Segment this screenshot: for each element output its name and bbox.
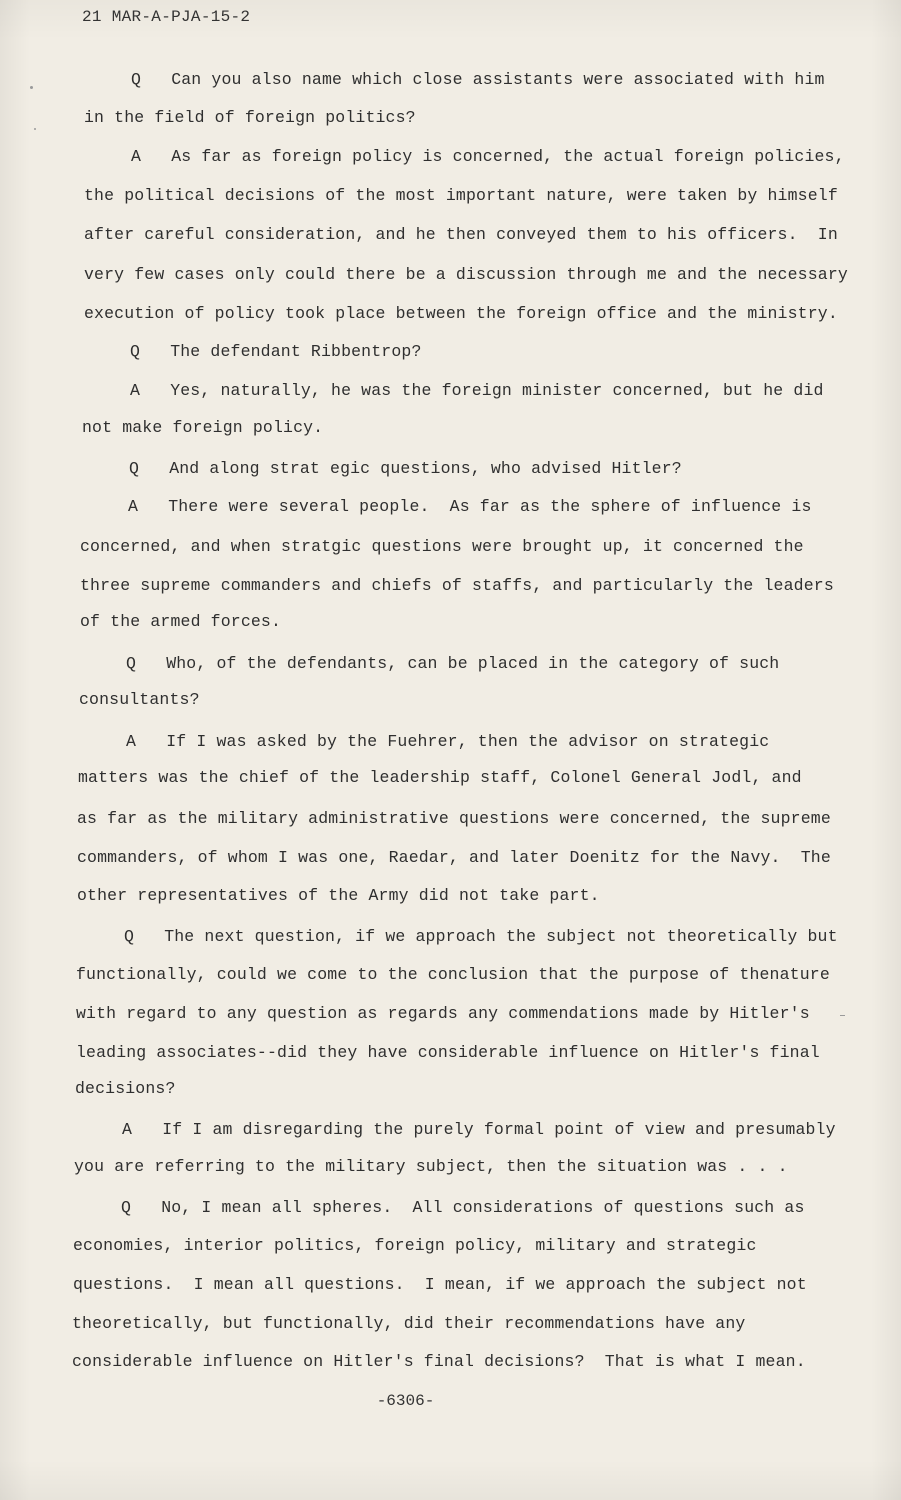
text-line: of the armed forces. (80, 612, 282, 631)
text-line: the political decisions of the most important nature, were taken by himself (84, 186, 838, 205)
text-line: as far as the military administrative questions were concerned, the supreme (77, 809, 831, 828)
margin-speck (840, 1015, 845, 1016)
text-line: questions. I mean all questions. I mean, if we approach the subject not (73, 1275, 807, 1294)
text-line: execution of policy took place between the foreign office and the ministry. (84, 304, 838, 323)
text-line: considerable influence on Hitler's final decisions? That is what I mean. (72, 1352, 806, 1371)
text-line: leading associates--did they have considerable influence on Hitler's final (76, 1043, 820, 1062)
text-line: commanders, of whom I was one, Raedar, and later Doenitz for the Navy. The (77, 848, 831, 867)
text-line: Q The next question, if we approach the subject not theoretically but (124, 927, 838, 946)
text-line: very few cases only could there be a discussion through me and the necessary (84, 265, 848, 284)
text-line: with regard to any question as regards any commendations made by Hitler's (76, 1004, 810, 1023)
text-line: A There were several people. As far as the sphere of influence is (128, 497, 812, 516)
text-line: A If I was asked by the Fuehrer, then the advisor on strategic (126, 732, 770, 751)
text-line: A If I am disregarding the purely formal point of view and presumably (122, 1120, 836, 1139)
text-line: Q No, I mean all spheres. All considerations of questions such as (121, 1198, 805, 1217)
text-line: matters was the chief of the leadership staff, Colonel General Jodl, and (78, 768, 802, 787)
text-line: functionally, could we come to the conclusion that the purpose of thenature (76, 965, 830, 984)
text-line: not make foreign policy. (82, 418, 324, 437)
text-line: other representatives of the Army did not take part. (77, 886, 600, 905)
text-line: concerned, and when stratgic questions were brought up, it concerned the (80, 537, 804, 556)
text-line: theoretically, but functionally, did their recommendations have any (72, 1314, 746, 1333)
text-line: consultants? (79, 690, 200, 709)
margin-speck (30, 86, 33, 89)
margin-speck (34, 128, 36, 130)
text-line: Q Can you also name which close assistants were associated with him (131, 70, 825, 89)
text-line: Q And along strat egic questions, who advised Hitler? (129, 459, 682, 478)
text-line: A As far as foreign policy is concerned, the actual foreign policies, (131, 147, 845, 166)
text-line: economies, interior politics, foreign policy, military and strategic (73, 1236, 757, 1255)
text-line: Q The defendant Ribbentrop? (130, 342, 422, 361)
text-line: decisions? (75, 1079, 176, 1098)
text-line: you are referring to the military subject, then the situation was . . . (74, 1157, 788, 1176)
text-line: A Yes, naturally, he was the foreign minister concerned, but he did (130, 381, 824, 400)
text-line: Q Who, of the defendants, can be placed in the category of such (126, 654, 780, 673)
document-id-header: 21 MAR-A-PJA-15-2 (82, 8, 251, 26)
text-line: three supreme commanders and chiefs of staffs, and particularly the leaders (80, 576, 834, 595)
page-number: -6306- (376, 1392, 435, 1410)
text-line: after careful consideration, and he then conveyed them to his officers. In (84, 225, 838, 244)
text-line: in the field of foreign politics? (84, 108, 416, 127)
